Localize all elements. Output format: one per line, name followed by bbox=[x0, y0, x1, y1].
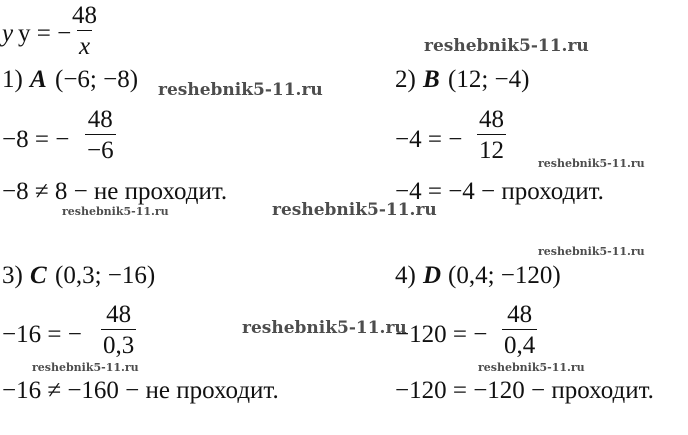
watermark: reshebnik5-11.ru bbox=[158, 80, 323, 100]
formula-lhs: y = − bbox=[18, 20, 72, 47]
watermark: reshebnik5-11.ru bbox=[242, 318, 407, 338]
p1-label: 1) bbox=[2, 66, 23, 93]
p1-point: A bbox=[30, 66, 47, 93]
watermark: reshebnik5-11.ru bbox=[424, 36, 589, 56]
p1-denominator: −6 bbox=[85, 134, 116, 163]
p2-numerator: 48 bbox=[479, 106, 504, 133]
formula-fraction bbox=[70, 3, 99, 59]
p3-coords: (0,3; −16) bbox=[55, 262, 156, 289]
p3-numerator: 48 bbox=[106, 301, 132, 328]
formula-numerator: 48 bbox=[72, 2, 97, 29]
p4-result: −120 = −120 − проходит. bbox=[395, 377, 654, 404]
p2-denominator: 12 bbox=[477, 134, 506, 163]
p1-fraction bbox=[85, 107, 116, 163]
p3-point: C bbox=[30, 262, 47, 289]
p1-numerator: 48 bbox=[87, 106, 113, 133]
p4-point: D bbox=[423, 262, 442, 289]
p3-denominator: 0,3 bbox=[101, 329, 136, 358]
p1-result: −8 ≠ 8 − не проходит. bbox=[2, 178, 228, 205]
watermark: reshebnik5-11.ru bbox=[538, 157, 645, 170]
watermark: reshebnik5-11.ru bbox=[478, 361, 585, 374]
p4-coords: (0,4; −120) bbox=[448, 262, 561, 289]
p2-fraction bbox=[477, 107, 506, 163]
watermark: reshebnik5-11.ru bbox=[32, 361, 139, 374]
p4-eq-lhs: −120 = − bbox=[395, 321, 488, 348]
formula-denominator: x bbox=[77, 30, 92, 59]
p3-eq-lhs: −16 = − bbox=[2, 321, 82, 348]
p2-eq-lhs: −4 = − bbox=[395, 126, 463, 153]
p2-coords: (12; −4) bbox=[448, 66, 530, 93]
p2-result: −4 = −4 − проходит. bbox=[395, 178, 604, 205]
p4-label: 4) bbox=[395, 262, 416, 289]
watermark: reshebnik5-11.ru bbox=[62, 205, 169, 218]
watermark: reshebnik5-11.ru bbox=[272, 200, 437, 220]
p2-label: 2) bbox=[395, 66, 416, 93]
p3-fraction bbox=[101, 302, 136, 358]
p3-result: −16 ≠ −160 − не проходит. bbox=[2, 377, 279, 404]
p4-fraction bbox=[502, 302, 537, 358]
p1-eq-lhs: −8 = − bbox=[2, 126, 70, 153]
p4-numerator: 48 bbox=[507, 301, 533, 328]
formula-y: y bbox=[2, 20, 14, 47]
p3-label: 3) bbox=[2, 262, 23, 289]
p4-denominator: 0,4 bbox=[502, 329, 537, 358]
p2-point: B bbox=[423, 66, 440, 93]
p1-coords: (−6; −8) bbox=[55, 66, 139, 93]
watermark: reshebnik5-11.ru bbox=[538, 245, 645, 258]
